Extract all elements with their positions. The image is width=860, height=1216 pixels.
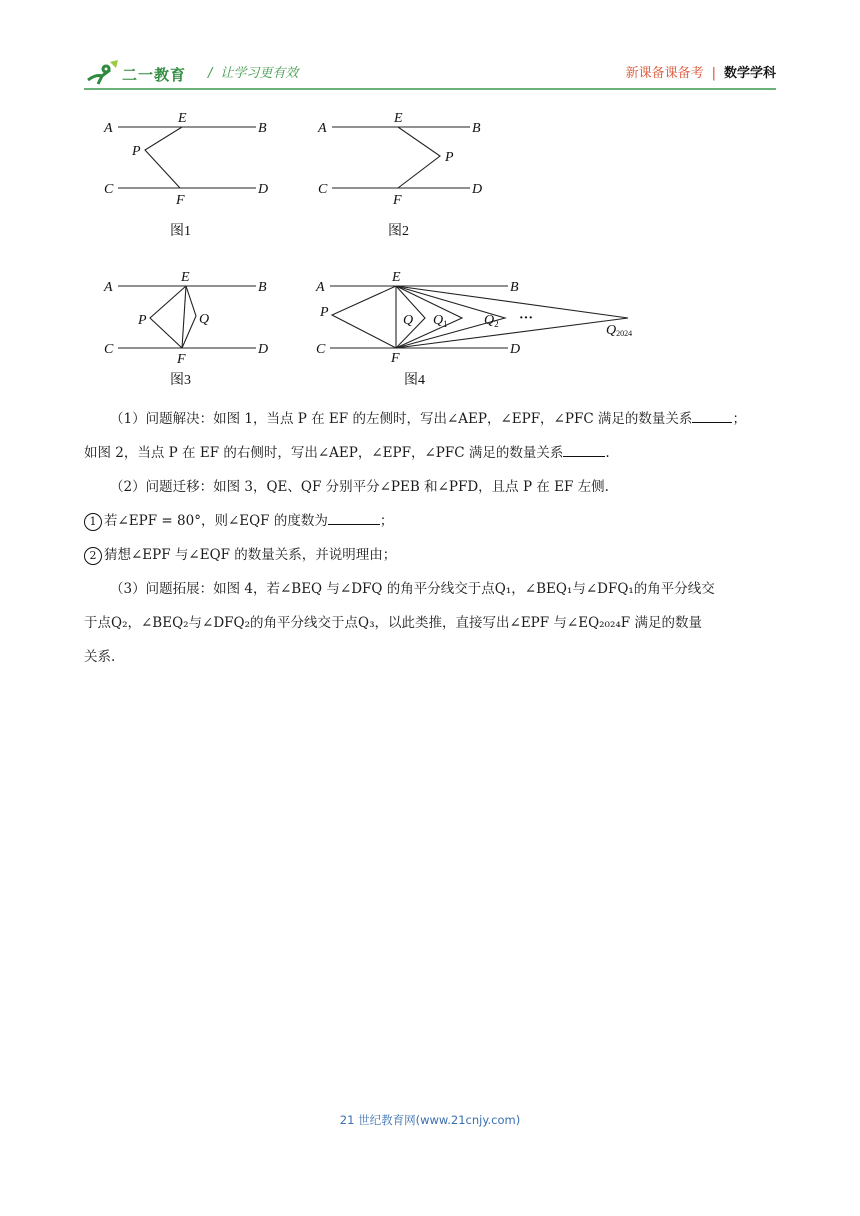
- label-A: A: [104, 280, 113, 295]
- label-Q: Q: [403, 313, 414, 328]
- part2-sub1: 1 若∠EPF = 80°，则∠EQF 的度数为 ；: [84, 504, 780, 538]
- label-E: E: [181, 270, 190, 285]
- answer-blank: [563, 442, 605, 457]
- part3-line1: （3）问题拓展：如图 4，若∠BEQ 与∠DFQ 的角平分线交于点Q₁，∠BEQ₁与∠DFQ₁的角平分线交: [110, 581, 715, 597]
- label-P: P: [132, 144, 141, 159]
- label-D: D: [258, 342, 269, 357]
- circled-number: 2: [84, 547, 102, 565]
- label-C: C: [318, 182, 328, 197]
- geometry-figures: [0, 0, 860, 400]
- label-Q: Q: [199, 312, 210, 327]
- label-F: F: [391, 351, 400, 366]
- label-B: B: [258, 121, 267, 136]
- label-P: P: [445, 150, 454, 165]
- label-D: D: [510, 342, 521, 357]
- header-subject: 新课备课备考 | 数学学科: [625, 66, 776, 81]
- label-P: P: [138, 313, 147, 328]
- part1-line2: 如图 2，当点 P 在 EF 的右侧时，写出∠AEP，∠EPF，∠PFC 满足的数量关系 .: [84, 436, 780, 470]
- label-E: E: [392, 270, 401, 285]
- problem-text: [84, 402, 780, 674]
- label-F: F: [393, 193, 402, 208]
- header-course: 新课备课备考: [625, 66, 704, 81]
- slogan: / 让学习更有效: [208, 66, 299, 81]
- caption-fig2: 图2: [388, 224, 409, 239]
- label-Q1: $Q_1$: [433, 313, 448, 329]
- part1-line1: （1）问题解决：如图 1，当点 P 在 EF 的左侧时，写出∠AEP，∠EPF，∠PFC 满足的数量关系 ；: [84, 402, 780, 436]
- figure-4: [330, 286, 628, 348]
- label-Q2024: Q2024: [606, 323, 633, 338]
- label-B: B: [258, 280, 267, 295]
- part3-line3: 关系.: [84, 649, 116, 665]
- label-C: C: [104, 182, 114, 197]
- slogan-text: 让学习更有效: [220, 66, 299, 81]
- label-B: B: [472, 121, 481, 136]
- part2-line1: （2）问题迁移：如图 3，QE、QF 分别平分∠PEB 和∠PFD，且点 P 在 EF 左侧.: [110, 479, 609, 495]
- circled-number: 1: [84, 513, 102, 531]
- answer-blank: [328, 510, 380, 525]
- label-F: F: [176, 193, 185, 208]
- label-B: B: [510, 280, 519, 295]
- label-A: A: [316, 280, 325, 295]
- label-D: D: [472, 182, 483, 197]
- ellipsis-dots: ···: [519, 311, 534, 326]
- label-C: C: [316, 342, 326, 357]
- caption-fig1: 图1: [170, 224, 191, 239]
- logo-text: 二一教育: [122, 66, 187, 84]
- header-subject-name: 数学学科: [723, 66, 776, 81]
- label-E: E: [178, 111, 187, 126]
- label-Q2: $Q_2$: [484, 313, 499, 329]
- label-E: E: [394, 111, 403, 126]
- part2-sub2: 2 猜想∠EPF 与∠EQF 的数量关系，并说明理由；: [84, 538, 780, 572]
- label-P: P: [320, 305, 329, 320]
- page-footer: 21 世纪教育网(www.21cnjy.com): [339, 1113, 521, 1127]
- label-F: F: [177, 352, 186, 367]
- answer-blank: [692, 408, 732, 423]
- part3-line2: 于点Q₂，∠BEQ₂与∠DFQ₂的角平分线交于点Q₃，以此类推，直接写出∠EPF 与∠EQ₂₀₂₄F 满足的数量: [84, 615, 702, 631]
- label-D: D: [258, 182, 269, 197]
- label-A: A: [318, 121, 327, 136]
- label-C: C: [104, 342, 114, 357]
- caption-fig3: 图3: [170, 373, 191, 388]
- caption-fig4: 图4: [404, 373, 425, 388]
- label-A: A: [104, 121, 113, 136]
